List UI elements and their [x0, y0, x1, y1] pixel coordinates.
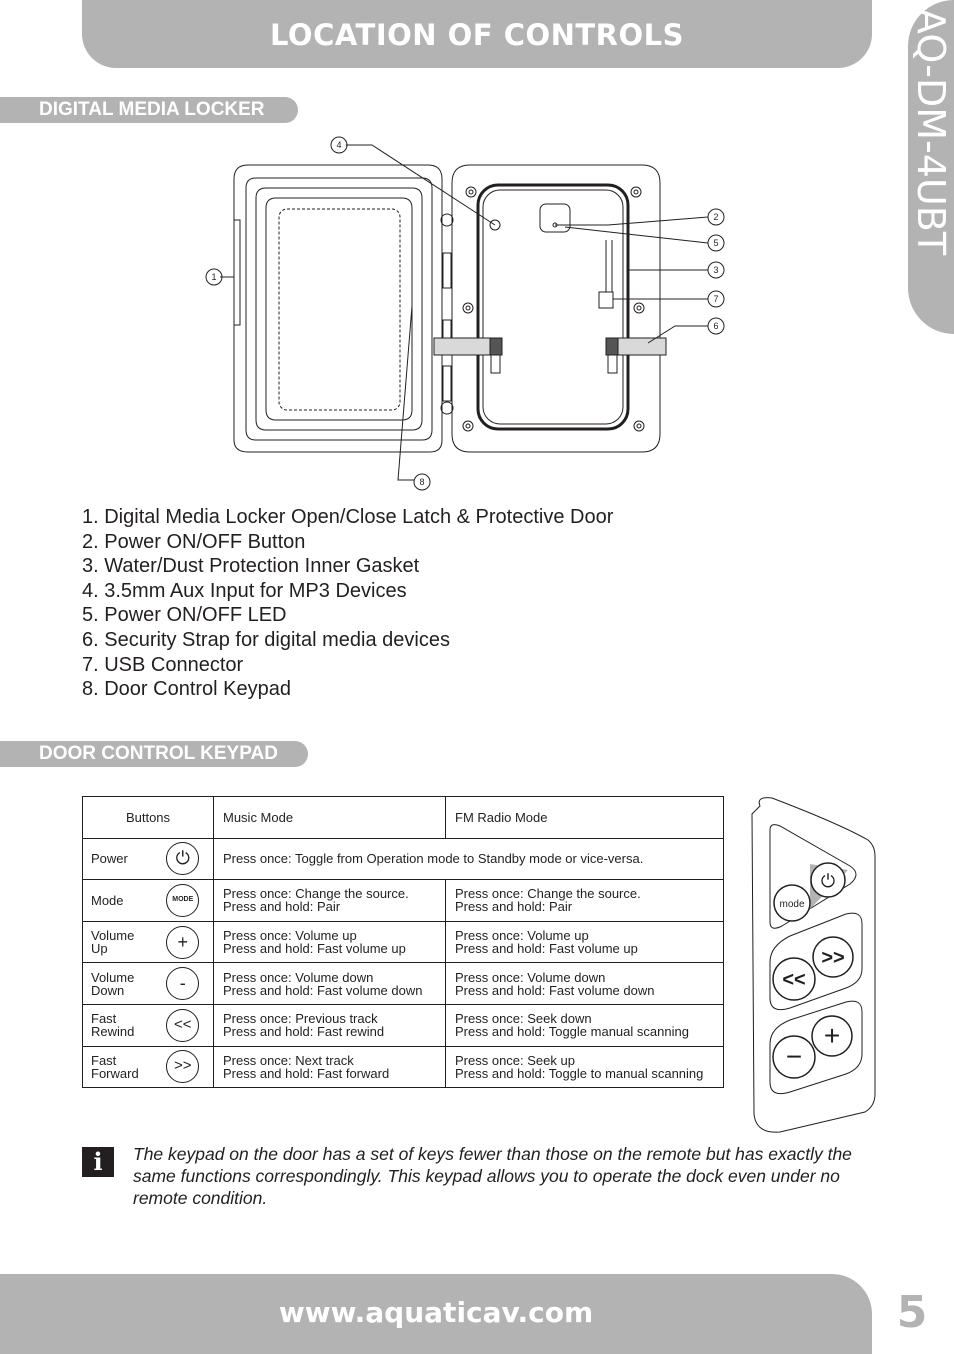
door-outline	[234, 165, 442, 452]
table-header-row	[83, 797, 724, 839]
hinge-top	[443, 253, 451, 288]
row-name: Mode	[83, 880, 153, 922]
hinge-bottom	[443, 366, 451, 401]
table-row	[83, 838, 724, 880]
header-fm-mode: FM Radio Mode	[446, 797, 724, 839]
keypad-table	[82, 796, 724, 1088]
website-url: www.aquaticav.com	[278, 1296, 594, 1329]
info-icon: i	[82, 1147, 114, 1177]
callout-1: 1	[211, 272, 217, 282]
header-buttons: Buttons	[83, 797, 214, 839]
rewind-icon: <<	[166, 1009, 199, 1042]
power-icon: ⏻	[820, 871, 836, 891]
model-side-tab	[908, 0, 954, 334]
page-title: LOCATION OF CONTROLS	[269, 18, 685, 52]
locker-diagram	[200, 130, 740, 495]
table-row: Fast Forward >> Press once: Next track Press and hold: Fast forward Press once: Seek up Press and hold: Toggle to manual scanning	[83, 1046, 724, 1088]
list-item: 7. USB Connector	[82, 653, 244, 676]
callout-7: 7	[713, 294, 719, 304]
table-row: Volume Down - Press once: Volume down Press and hold: Fast volume down Press once: Volume down Press and hold: Fast volume down	[83, 963, 724, 1005]
power-function: Press once: Toggle from Operation mode to Standby mode or vice-versa.	[214, 838, 724, 880]
mode-icon: MODE	[166, 884, 199, 917]
gasket	[478, 185, 628, 429]
hinge-pin-top	[441, 214, 453, 226]
callout-4: 4	[336, 140, 342, 150]
door-inner-3	[266, 198, 412, 420]
callout-5: 5	[713, 238, 719, 248]
usb-connector	[599, 292, 613, 308]
header-banner	[82, 0, 872, 68]
mode-label: mode	[779, 899, 805, 910]
hinge-pin-bottom	[441, 402, 453, 414]
strap-left	[434, 338, 494, 355]
door-inner-2	[256, 188, 422, 430]
row-name: Power	[83, 838, 153, 880]
note-text: The keypad on the door has a set of keys fewer than those on the remote but has exactly the same functions correspondingly. This keypad allows you to operate the dock even under no remote condition.	[133, 1144, 852, 1208]
callout-6: 6	[713, 321, 719, 331]
latch	[234, 220, 240, 325]
list-item: 1. Digital Media Locker Open/Close Latch & Protective Door	[82, 506, 614, 528]
list-item: 6. Security Strap for digital media devices	[82, 628, 450, 651]
power-button-shape	[540, 204, 570, 232]
rewind-icon: <<	[782, 969, 806, 991]
callout-3: 3	[713, 265, 719, 275]
table-row: Fast Rewind << Press once: Previous track Press and hold: Fast rewind Press once: Seek down Press and hold: Toggle manual scanning	[83, 1004, 724, 1046]
forward-icon: >>	[166, 1050, 199, 1083]
keypad-area	[279, 209, 400, 410]
header-music-mode: Music Mode	[214, 797, 446, 839]
page-number: 5	[896, 1287, 928, 1338]
keypad-illustration	[750, 794, 878, 1134]
footer-banner	[0, 1274, 872, 1354]
plus-icon: +	[166, 926, 199, 959]
minus-icon: −	[785, 1041, 803, 1072]
list-item: 4. 3.5mm Aux Input for MP3 Devices	[82, 579, 407, 602]
section-tab-digital-media-locker: DIGITAL MEDIA LOCKER	[0, 97, 298, 123]
list-item: 3. Water/Dust Protection Inner Gasket	[82, 555, 420, 578]
minus-icon: -	[166, 967, 199, 1000]
forward-icon: >>	[821, 947, 845, 969]
callout-8: 8	[419, 477, 425, 487]
model-name: AQ-DM-4UBT	[909, 8, 953, 256]
list-item: 8. Door Control Keypad	[82, 678, 292, 701]
power-icon: ⏻	[166, 842, 199, 875]
section-tab-door-control-keypad: DOOR CONTROL KEYPAD	[0, 741, 308, 767]
table-row: Volume Up + Press once: Volume up Press and hold: Fast volume up Press once: Volume up Press and hold: Fast volume up	[83, 921, 724, 963]
parts-list	[82, 505, 613, 702]
callout-2: 2	[713, 212, 719, 222]
list-item: 5. Power ON/OFF LED	[82, 604, 287, 627]
plus-icon: +	[823, 1020, 841, 1051]
list-item: 2. Power ON/OFF Button	[82, 530, 306, 553]
table-row: Mode MODE Press once: Change the source. Press and hold: Pair Press once: Change the source. Press and hold: Pair	[83, 880, 724, 922]
